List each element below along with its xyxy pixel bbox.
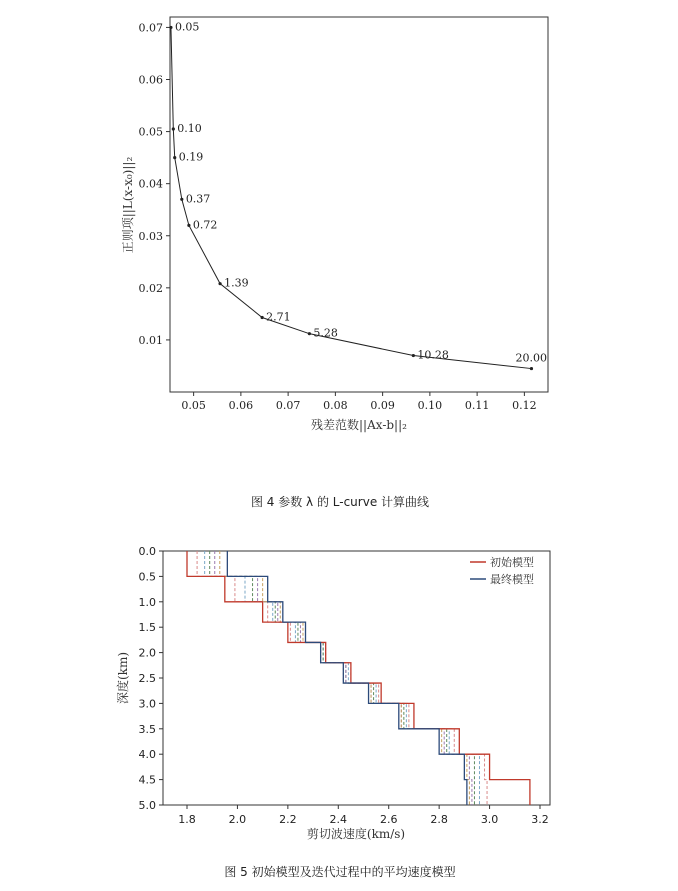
f5-legend-label: 初始模型	[490, 556, 534, 569]
f5-x-axis-label: 剪切波速度(km/s)	[306, 827, 406, 841]
f5-y-tick-label: 4.0	[138, 748, 156, 762]
f5-y-tick-label: 4.5	[138, 773, 156, 787]
f4-lambda-label: 2.71	[266, 310, 291, 324]
f5-plot-frame	[163, 551, 550, 805]
f5-x-tick-label: 2.8	[430, 813, 448, 826]
f5-y-tick-label: 1.5	[138, 621, 156, 635]
f5-y-tick-label: 0.5	[138, 570, 156, 584]
f4-lambda-label: 20.00	[515, 351, 547, 365]
f4-x-tick-label: 0.12	[512, 399, 537, 412]
f4-y-tick-label: 0.06	[138, 73, 163, 87]
f4-y-tick-label: 0.04	[138, 177, 163, 191]
f4-x-tick-label: 0.11	[464, 399, 490, 412]
f5-x-tick-label: 3.0	[480, 813, 499, 826]
f4-lcurve-point	[169, 26, 172, 29]
f4-lcurve-point	[180, 198, 183, 201]
f4-lambda-label: 0.72	[192, 218, 218, 232]
f5-y-axis-ticks	[139, 545, 164, 812]
f5-y-tick-label: 2.5	[138, 672, 156, 685]
f5-velocity-series	[187, 551, 530, 805]
f5-legend	[470, 555, 534, 586]
f4-lcurve-line	[171, 27, 532, 368]
f4-lcurve-point	[530, 367, 533, 370]
f4-x-tick-label: 0.07	[275, 399, 301, 412]
f4-y-tick-label: 0.01	[138, 333, 163, 347]
f4-lambda-label: 5.28	[313, 326, 338, 340]
f5-x-tick-label: 2.2	[279, 813, 297, 826]
f4-lambda-label: 10.28	[417, 348, 449, 362]
f4-lambda-label: 0.10	[177, 121, 202, 135]
f5-y-tick-label: 2.0	[138, 646, 156, 660]
f4-lcurve-point	[187, 224, 190, 227]
f4-lcurve-series	[169, 20, 547, 370]
f5-x-tick-label: 1.8	[178, 813, 196, 826]
f4-lcurve-point	[412, 354, 415, 357]
f5-iteration-line	[197, 551, 487, 805]
f5-iteration-line	[210, 551, 475, 805]
f5-y-tick-label: 3.0	[138, 697, 156, 711]
f4-lambda-label: 0.37	[185, 192, 211, 206]
f5-final-model-line	[227, 551, 467, 805]
f4-x-tick-label: 0.10	[417, 399, 443, 412]
f4-x-tick-label: 0.06	[228, 399, 254, 412]
f4-y-tick-label: 0.05	[138, 125, 163, 139]
f4-x-tick-label: 0.08	[323, 399, 348, 412]
f5-y-tick-label: 1.0	[138, 595, 156, 609]
f5-y-tick-label: 3.5	[138, 722, 156, 736]
f4-y-tick-label: 0.07	[138, 21, 163, 35]
f5-initial-model-line	[187, 551, 530, 805]
f4-lambda-label: 0.05	[174, 20, 200, 34]
f4-lcurve-point	[173, 156, 176, 159]
f5-x-axis-ticks	[178, 805, 549, 826]
f4-lcurve-point	[172, 127, 175, 130]
f4-x-axis-label: 残差范数||Ax-b||₂	[311, 418, 407, 432]
f4-lcurve-point	[218, 282, 221, 285]
f4-lambda-label: 1.39	[224, 276, 249, 290]
f5-x-tick-label: 2.6	[379, 813, 398, 826]
f4-y-axis-label: 正则项||L(x-x₀)||₂	[121, 156, 135, 254]
f4-lambda-label: 0.19	[178, 150, 204, 164]
f4-figure-caption: 图 4 参数 λ 的 L-curve 计算曲线	[250, 495, 430, 509]
f5-iteration-line	[205, 551, 480, 805]
f4-lcurve-point	[308, 332, 311, 335]
f5-x-tick-label: 2.4	[329, 813, 348, 826]
f5-y-tick-label: 5.0	[138, 799, 156, 812]
f5-x-tick-label: 2.0	[228, 813, 247, 826]
f4-x-axis-ticks	[181, 392, 536, 412]
f5-x-tick-label: 3.2	[531, 813, 549, 826]
f5-legend-label: 最终模型	[490, 573, 534, 586]
f4-x-tick-label: 0.09	[370, 399, 395, 412]
figure-4-lcurve-chart	[120, 17, 548, 509]
f5-figure-caption: 图 5 初始模型及迭代过程中的平均速度模型	[224, 865, 456, 879]
f5-y-axis-label: 深度(km)	[116, 651, 130, 705]
figure-5-velocity-model-chart	[115, 545, 550, 879]
f4-lcurve-point	[261, 316, 264, 319]
f4-x-tick-label: 0.05	[181, 399, 206, 412]
f4-y-tick-label: 0.03	[138, 229, 163, 243]
f5-y-tick-label: 0.0	[138, 545, 156, 558]
f4-y-tick-label: 0.02	[138, 281, 163, 295]
f4-y-axis-ticks	[139, 21, 171, 347]
f4-plot-frame	[170, 17, 548, 392]
